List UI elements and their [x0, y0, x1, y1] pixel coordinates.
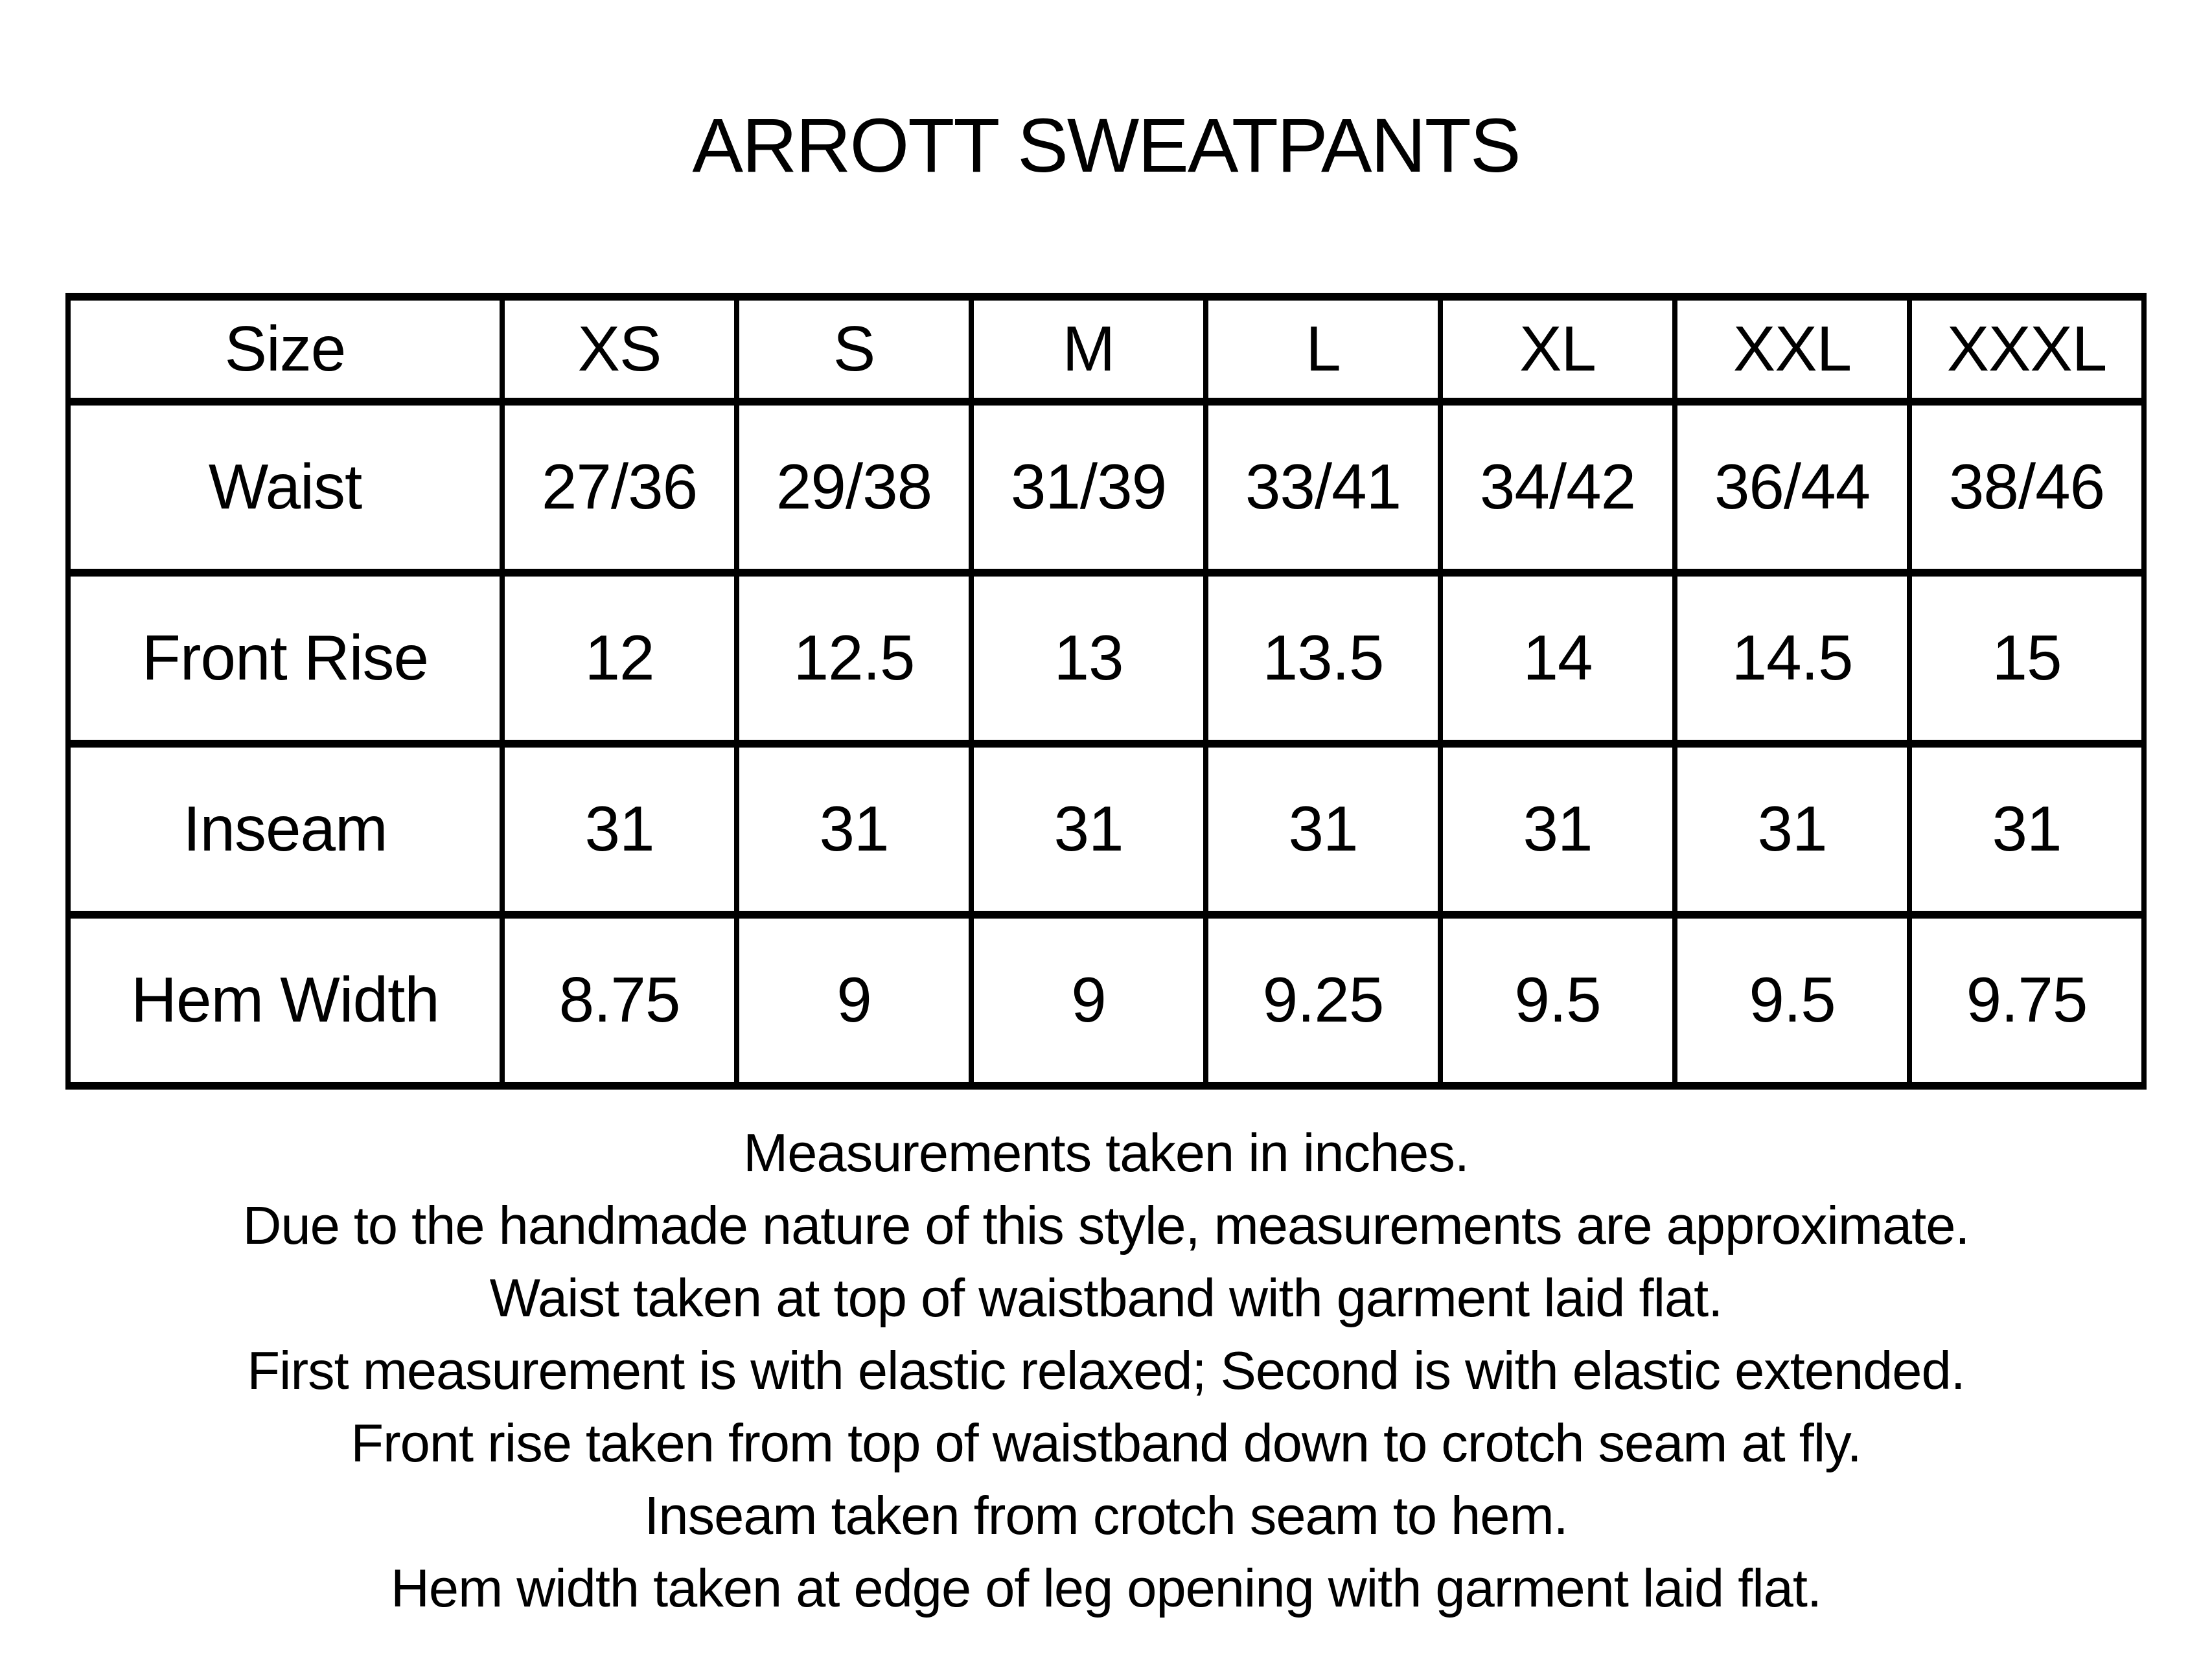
- cell-waist-xl: 34/42: [1440, 402, 1675, 573]
- header-cell-xxl: XXL: [1675, 297, 1909, 402]
- row-label-inseam: Inseam: [68, 744, 502, 915]
- header-cell-m: M: [971, 297, 1206, 402]
- cell-inseam-xxl: 31: [1675, 744, 1909, 915]
- header-cell-size: Size: [68, 297, 502, 402]
- header-cell-l: L: [1206, 297, 1440, 402]
- header-cell-xxxl: XXXL: [1909, 297, 2144, 402]
- cell-front-rise-xs: 12: [502, 573, 737, 744]
- page-title: ARROTT SWEATPANTS: [692, 103, 1520, 189]
- header-row: [68, 297, 2144, 402]
- cell-waist-xs: 27/36: [502, 402, 737, 573]
- notes-section: [0, 1117, 2212, 1625]
- header-cell-xs: XS: [502, 297, 737, 402]
- cell-hem-width-xl: 9.5: [1440, 915, 1675, 1086]
- cell-hem-width-m: 9: [971, 915, 1206, 1086]
- cell-front-rise-xxl: 14.5: [1675, 573, 1909, 744]
- table-row-front-rise: [68, 573, 2144, 744]
- table-row-hem-width: [68, 915, 2144, 1086]
- cell-front-rise-s: 12.5: [737, 573, 971, 744]
- header-cell-s: S: [737, 297, 971, 402]
- cell-waist-m: 31/39: [971, 402, 1206, 573]
- cell-inseam-xs: 31: [502, 744, 737, 915]
- cell-waist-l: 33/41: [1206, 402, 1440, 573]
- size-chart-table: [65, 293, 2147, 1090]
- cell-hem-width-xxl: 9.5: [1675, 915, 1909, 1086]
- cell-hem-width-s: 9: [737, 915, 971, 1086]
- header-cell-xl: XL: [1440, 297, 1675, 402]
- cell-hem-width-xxxl: 9.75: [1909, 915, 2144, 1086]
- note-line-elastic: First measurement is with elastic relaxed; Second is with elastic extended.: [247, 1340, 1965, 1401]
- table-row-waist: [68, 402, 2144, 573]
- cell-inseam-s: 31: [737, 744, 971, 915]
- cell-waist-xxl: 36/44: [1675, 402, 1909, 573]
- note-line-hem-width-method: Hem width taken at edge of leg opening with garment laid flat.: [390, 1557, 1822, 1618]
- row-label-hem-width: Hem Width: [68, 915, 502, 1086]
- cell-inseam-l: 31: [1206, 744, 1440, 915]
- cell-inseam-xxxl: 31: [1909, 744, 2144, 915]
- cell-hem-width-l: 9.25: [1206, 915, 1440, 1086]
- cell-front-rise-xxxl: 15: [1909, 573, 2144, 744]
- row-label-front-rise: Front Rise: [68, 573, 502, 744]
- cell-inseam-xl: 31: [1440, 744, 1675, 915]
- cell-front-rise-l: 13.5: [1206, 573, 1440, 744]
- note-line-inseam-method: Inseam taken from crotch seam to hem.: [644, 1485, 1568, 1546]
- table-row-inseam: [68, 744, 2144, 915]
- cell-waist-xxxl: 38/46: [1909, 402, 2144, 573]
- note-line-waist-method: Waist taken at top of waistband with garment laid flat.: [489, 1267, 1723, 1328]
- cell-hem-width-xs: 8.75: [502, 915, 737, 1086]
- note-line-approximate: Due to the handmade nature of this style, measurements are approximate.: [242, 1195, 1970, 1255]
- cell-waist-s: 29/38: [737, 402, 971, 573]
- row-label-waist: Waist: [68, 402, 502, 573]
- note-line-units: Measurements taken in inches.: [743, 1122, 1469, 1183]
- cell-inseam-m: 31: [971, 744, 1206, 915]
- note-line-front-rise-method: Front rise taken from top of waistband down to crotch seam at fly.: [351, 1412, 1861, 1473]
- cell-front-rise-m: 13: [971, 573, 1206, 744]
- cell-front-rise-xl: 14: [1440, 573, 1675, 744]
